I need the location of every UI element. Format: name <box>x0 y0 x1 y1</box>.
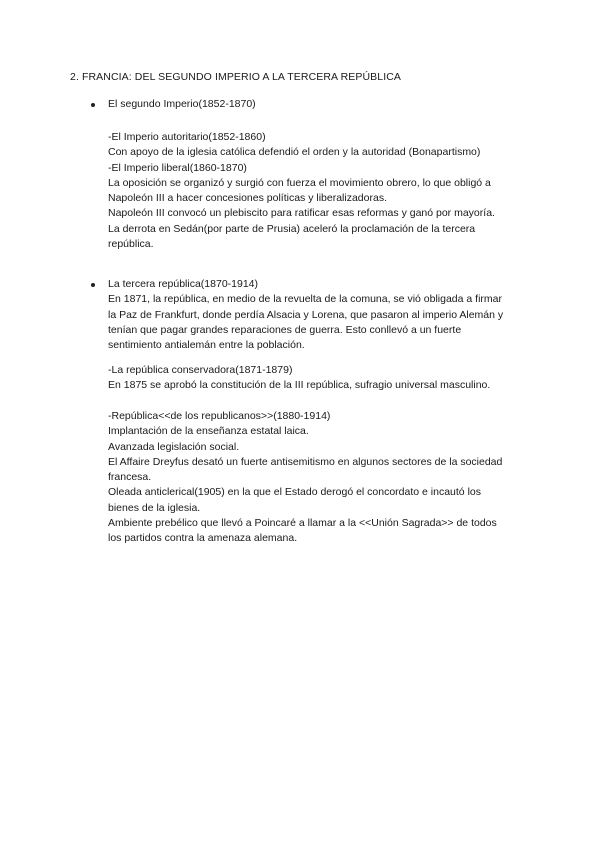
text-line: tenían que pagar grandes reparaciones de guerra. Esto conllevó a un fuerte <box>108 323 462 336</box>
text-line: Avanzada legislación social. <box>108 440 240 453</box>
text-line: bienes de la iglesia. <box>108 501 201 514</box>
text-line: El Affaire Dreyfus desató un fuerte antisemitismo en algunos sectores de la sociedad <box>108 455 503 468</box>
text-line: Napoleón III a hacer concesiones políticas y liberalizadoras. <box>108 192 387 205</box>
bullet-icon <box>91 283 95 287</box>
subsection-republica-republicanos <box>108 409 538 547</box>
text-line: francesa. <box>108 471 152 484</box>
text-line: Napoleón III convocó un plebiscito para ratificar esas reformas y ganó por mayoría. <box>108 207 495 220</box>
section-tercera-republica <box>108 277 538 353</box>
document-heading: 2. FRANCIA: DEL SEGUNDO IMPERIO A LA TERCERA REPÚBLICA <box>70 71 401 83</box>
text-line: Ambiente prebélico que llevó a Poincaré a llamar a la <<Unión Sagrada>> de todos <box>108 517 497 530</box>
text-line: La derrota en Sedán(por parte de Prusia) aceleró la proclamación de la tercera <box>108 222 476 235</box>
subheading-republica-conservadora: -La república conservadora(1871-1879) <box>108 364 293 376</box>
text-line: los partidos contra la amenaza alemana. <box>108 532 298 545</box>
section-title: El segundo Imperio(1852-1870) <box>108 98 256 110</box>
section-body-segundo-imperio <box>108 130 538 252</box>
text-line: En 1875 se aprobó la constitución de la III república, sufragio universal masculino. <box>108 379 491 392</box>
section-title-segundo-imperio <box>108 97 538 112</box>
subheading-republica-republicanos: -República<<de los republicanos>>(1880-1914) <box>108 410 331 422</box>
text-line: sentimiento antialemán entre la población. <box>108 339 305 352</box>
bullet-icon <box>91 103 95 107</box>
text-line: la Paz de Frankfurt, donde perdía Alsacia y Lorena, que pasaron al imperio Alemán y <box>108 308 504 321</box>
text-line: La oposición se organizó y surgió con fuerza el movimiento obrero, lo que obligó a <box>108 176 491 189</box>
text-line: Con apoyo de la iglesia católica defendió el orden y la autoridad (Bonapartismo) <box>108 146 481 159</box>
text-line: república. <box>108 238 154 251</box>
subsection-republica-conservadora <box>108 363 538 394</box>
text-line: En 1871, la república, en medio de la revuelta de la comuna, se vió obligada a firmar <box>108 293 502 306</box>
text-line: Oleada anticlerical(1905) en la que el Estado derogó el concordato e incautó los <box>108 486 481 499</box>
subheading-imperio-liberal: -El Imperio liberal(1860-1870) <box>108 161 247 174</box>
subheading-imperio-autoritario: -El Imperio autoritario(1852-1860) <box>108 131 266 143</box>
section-title: La tercera república(1870-1914) <box>108 278 259 290</box>
text-line: Implantación de la enseñanza estatal laica. <box>108 425 309 438</box>
